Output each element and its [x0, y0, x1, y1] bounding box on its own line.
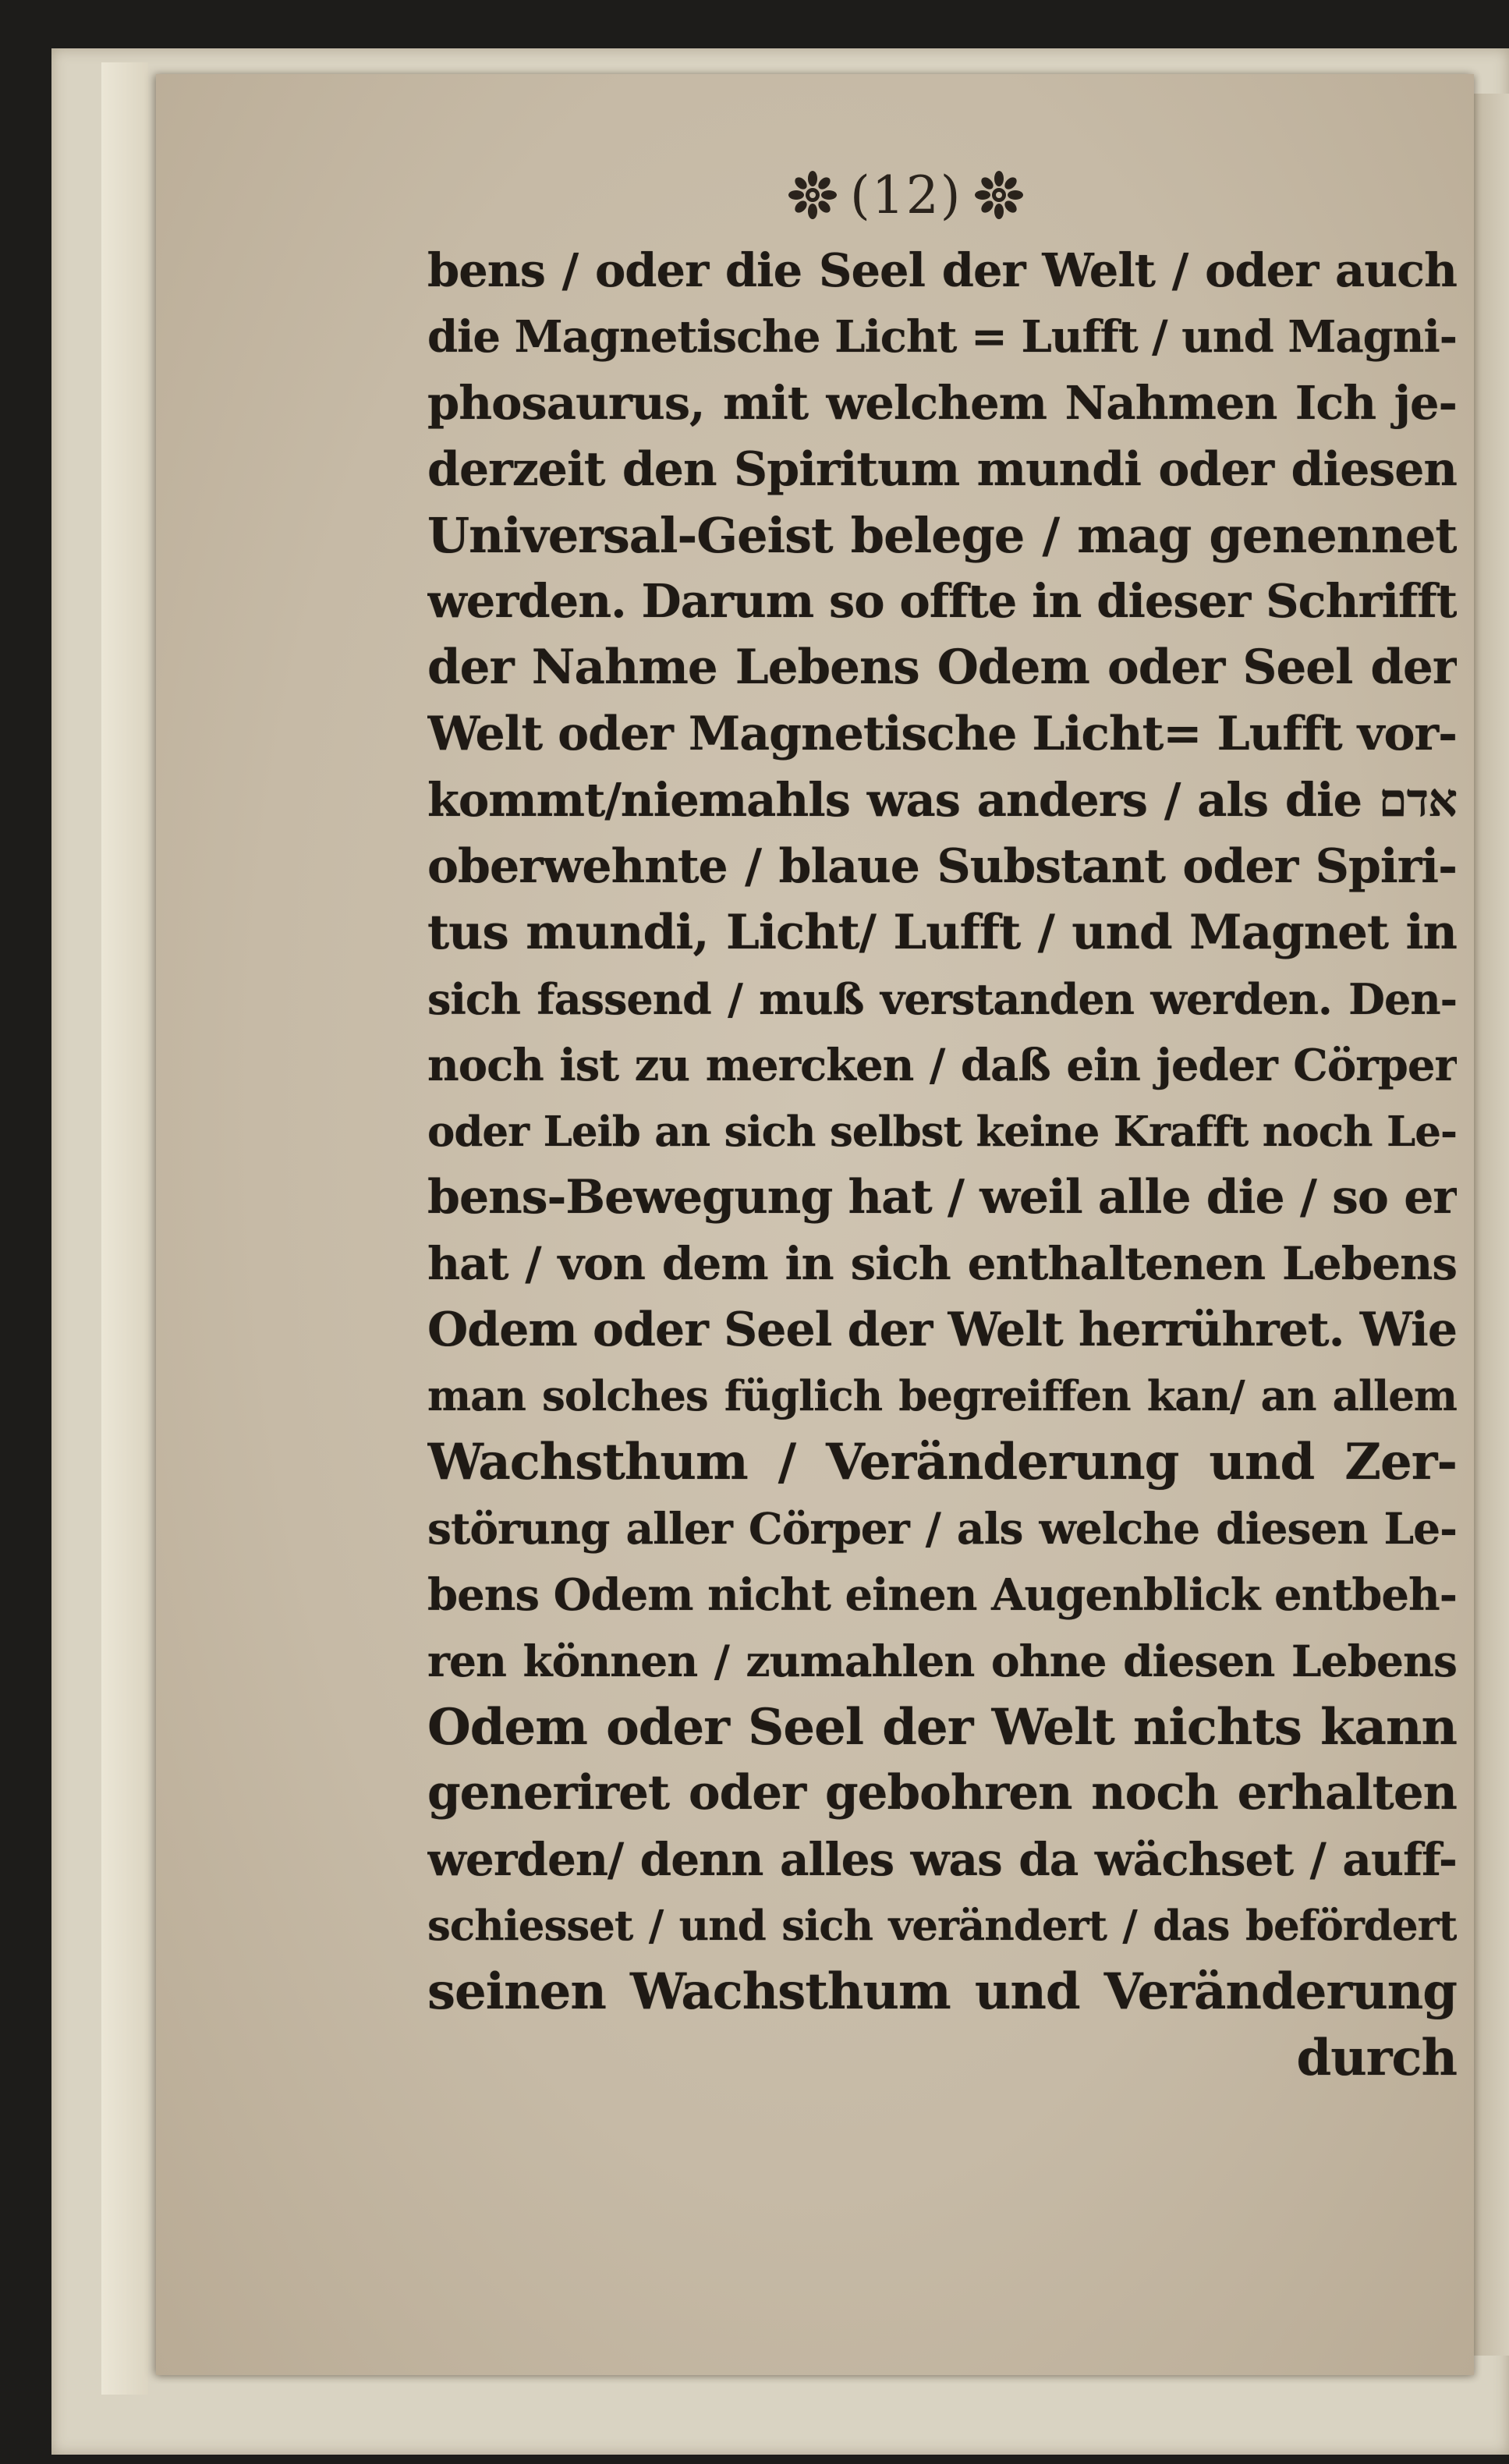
catchword: durch: [1296, 2029, 1457, 2088]
page-header: [788, 156, 1100, 234]
text-line: störung aller Cörper / als welche diesen Le-: [427, 1502, 1457, 1554]
text-line: Odem oder Seel der Welt herrühret. Wie: [427, 1303, 1457, 1358]
text-line: oberwehnte / blaue Substant oder Spiri-: [427, 839, 1457, 895]
flower-ornament-icon: [974, 170, 1024, 220]
text-line: Odem oder Seel der Welt nichts kann: [427, 1697, 1457, 1757]
text-line: schiesset / und sich verändert / das befördert: [427, 1902, 1457, 1951]
text-line: noch ist zu mercken / daß ein jeder Cörper: [427, 1039, 1457, 1091]
text-line: bens / oder die Seel der Welt / oder auch: [427, 243, 1457, 297]
page-number: (12): [850, 165, 962, 225]
text-line: Wachsthum / Veränderung und Zer-: [427, 1433, 1457, 1492]
text-line: sich fassend / muß verstanden werden. Den-: [427, 973, 1457, 1024]
text-line: ren können / zumahlen ohne diesen Lebens: [427, 1635, 1457, 1686]
text-line: bens Odem nicht einen Augenblick entbeh-: [427, 1569, 1457, 1621]
text-line: hat / von dem in sich enthaltenen Lebens: [427, 1237, 1457, 1291]
text-line: generiret oder gebohren noch erhalten: [427, 1765, 1457, 1821]
text-line: Universal-Geist belege / mag genennet: [427, 506, 1457, 564]
text-line: phosaurus, mit welchem Nahmen Ich je-: [427, 375, 1457, 430]
text-line: derzeit den Spiritum mundi oder diesen: [427, 441, 1457, 497]
text-line: werden. Darum so offte in dieser Schrifft: [427, 574, 1457, 629]
flower-ornament-icon: [788, 170, 838, 220]
text-line: die Magnetische Licht = Lufft / und Magni-: [427, 310, 1457, 363]
text-line: werden/ denn alles was da wächset / auff-: [427, 1833, 1457, 1887]
backing-sheet-edge: [101, 62, 148, 2395]
body-text: [427, 238, 1457, 2092]
text-line: seinen Wachsthum und Veränderung: [427, 1962, 1457, 2022]
text-line: oder Leib an sich selbst keine Krafft noch Le-: [427, 1107, 1457, 1156]
text-line: Welt oder Magnetische Licht= Lufft vor-: [427, 707, 1457, 762]
text-line: tus mundi, Licht/ Lufft / und Magnet in: [427, 904, 1457, 960]
text-line: kommt/niemahls was anders / als die אדם: [427, 773, 1457, 828]
text-line: bens-Bewegung hat / weil alle die / so er: [427, 1170, 1457, 1225]
text-line: der Nahme Lebens Odem oder Seel der: [427, 640, 1457, 696]
text-line: man solches füglich begreiffen kan/ an allem: [427, 1372, 1457, 1421]
